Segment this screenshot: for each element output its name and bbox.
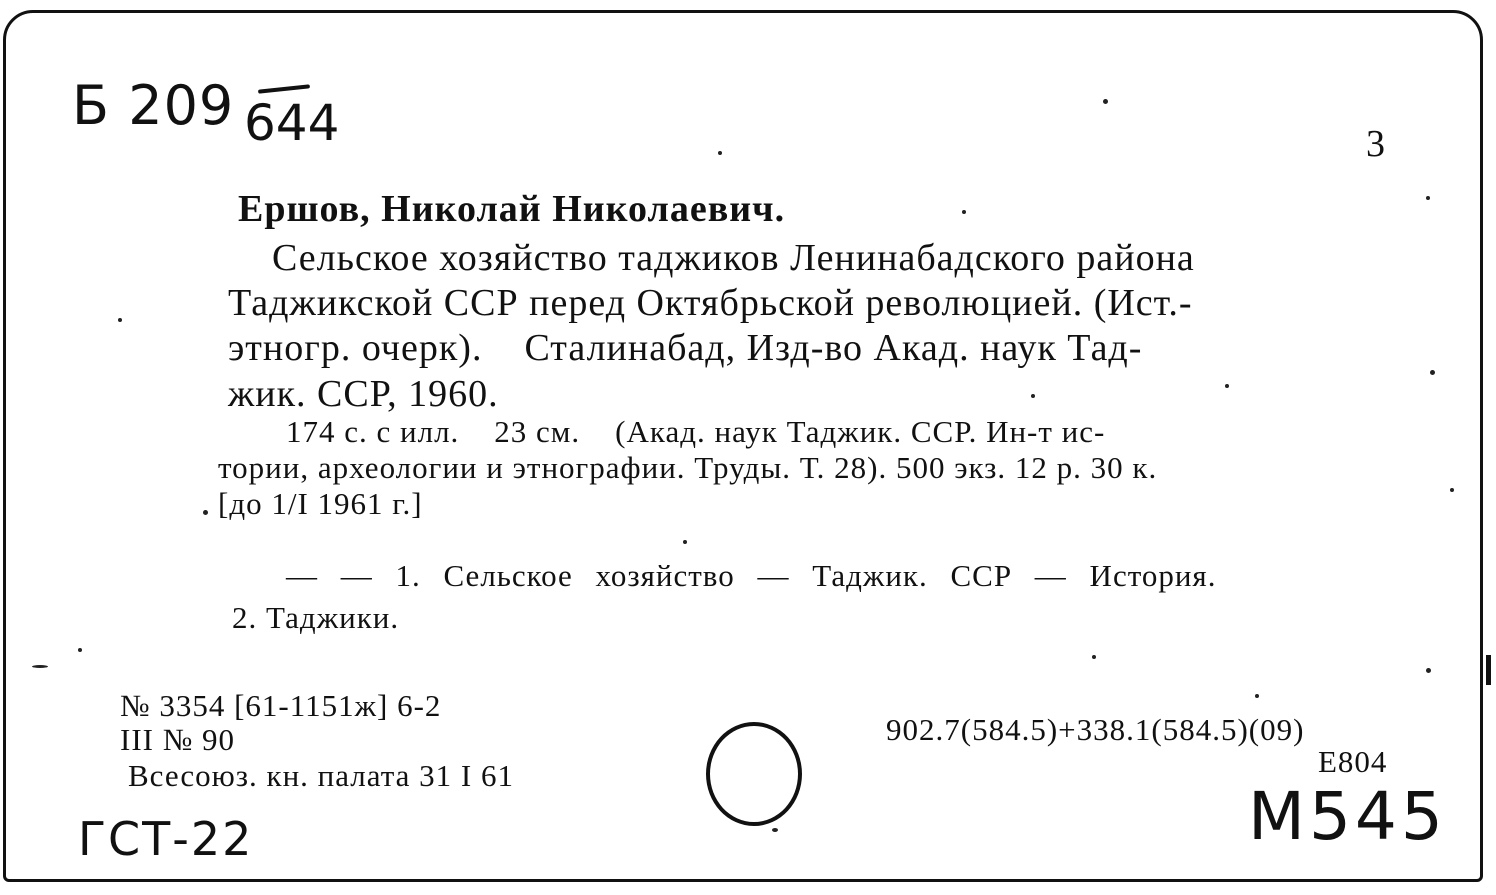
speck (32, 665, 48, 668)
speck (1450, 488, 1454, 492)
series-number: III № 90 (120, 722, 236, 757)
registration-number: № 3354 [61-1151ж] 6-2 (120, 688, 442, 723)
author-heading: Ершов, Николай Николаевич. (238, 188, 786, 230)
title-line: Таджикской ССР перед Октябрьской революцией. (Ист.- (228, 282, 1193, 324)
subject-heading-line: 2. Таджики. (232, 600, 400, 635)
subject-heading-line: — — 1. Сельское хозяйство — Таджик. ССР — История. (286, 558, 1217, 593)
author-mark: Е804 (1318, 744, 1388, 779)
speck (1031, 394, 1035, 398)
speck (962, 210, 966, 214)
handwritten-code-left: ГСТ-22 (78, 812, 254, 866)
title-line: этногр. очерк). Сталинабад, Изд-во Акад. наук Тад- (228, 327, 1143, 369)
speck (1255, 694, 1259, 698)
speck (203, 510, 208, 515)
speck (78, 648, 82, 652)
price-date-line: [до 1/I 1961 г.] (218, 486, 423, 521)
speck (1092, 655, 1096, 659)
edge-mark (1486, 655, 1491, 685)
handwritten-shelf-code: Б 209 (72, 74, 235, 137)
title-line: жик. ССР, 1960. (228, 373, 499, 415)
speck (772, 828, 778, 832)
title-line: Сельское хозяйство таджиков Ленинабадского района (272, 237, 1195, 279)
collation-line: 174 с. с илл. 23 см. (Акад. наук Таджик. ССР. Ин-т ис- (286, 414, 1106, 449)
speck (683, 540, 687, 544)
handwritten-shelf-subcode: 644 (244, 94, 340, 152)
speck (1426, 668, 1431, 673)
speck (1103, 99, 1108, 104)
speck (718, 151, 722, 155)
filing-hole (706, 722, 802, 826)
speck (1430, 370, 1435, 375)
handwritten-code-right: М545 (1248, 778, 1447, 855)
speck (118, 318, 122, 322)
chamber-stamp: Всесоюз. кн. палата 31 I 61 (128, 758, 514, 793)
classification-index: 902.7(584.5)+338.1(584.5)(09) (886, 712, 1305, 747)
collation-line: тории, археологии и этнографии. Труды. Т. 28). 500 экз. 12 р. 30 к. (218, 450, 1158, 485)
speck (1426, 196, 1430, 200)
card-number: 3 (1366, 123, 1385, 165)
speck (1225, 384, 1229, 388)
